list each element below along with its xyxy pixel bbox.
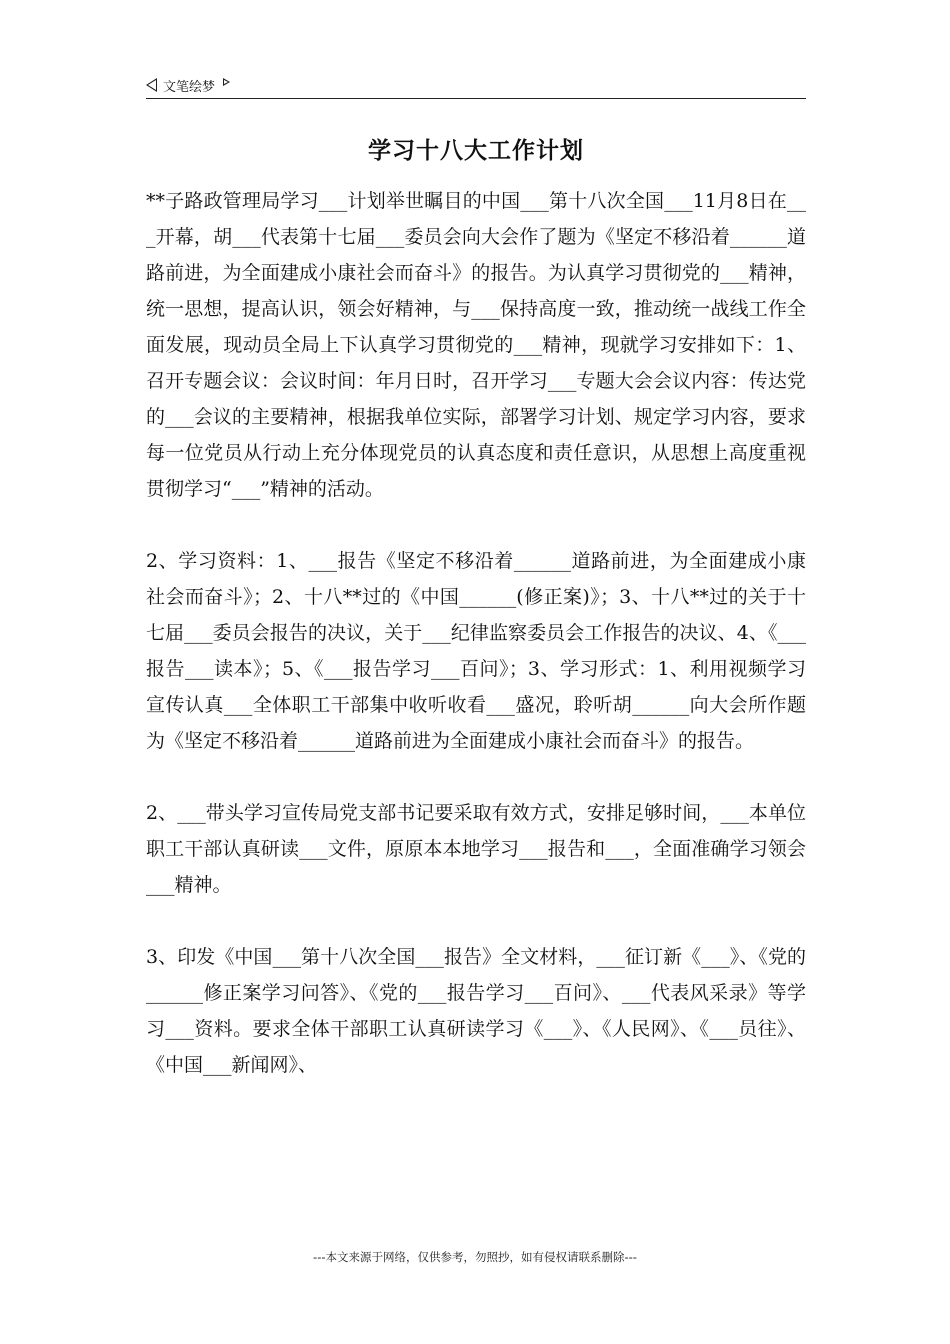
paragraph-1: **子路政管理局学习___计划举世瞩目的中国___第十八次全国___11月8日在___开幕，胡___代表第十七届___委员会向大会作了题为《坚定不移沿着______道路前进，为全面建成小康社会而奋斗》的报告。为认真学习贯彻党的___精神，统一思想，提高认识，领会好精神，与___保持高度一致，推动统一战线工作全面发展，现动员全局上下认真学习贯彻党的___精神，现就学习安排如下：1、召开专题会议：会议时间：年月日时，召开学习___专题大会会议内容：传达党的___会议的主要精神，根据我单位实际，部署学习计划、规定学习内容，要求每一位党员从行动上充分体现党员的认真态度和责任意识，从思想上高度重视贯彻学习“___”精神的活动。 xyxy=(146,190,806,500)
header-brand: 文笔绘梦 xyxy=(163,79,216,95)
document-title: 学习十八大工作计划 xyxy=(368,137,584,164)
page-header xyxy=(146,72,806,99)
footer-notice: ---本文来源于网络，仅供参考，勿照抄，如有侵权请联系删除--- xyxy=(313,1250,637,1264)
document-body xyxy=(146,183,806,1083)
paragraph-3: 2、___带头学习宣传局党支部书记要采取有效方式，安排足够时间，___本单位职工干部认真研读___文件，原原本本地学习___报告和___，全面准确学习领会___精神。 xyxy=(146,802,806,896)
paragraph-4: 3、印发《中国___第十八次全国___报告》全文材料，___征订新《___》、《党的______修正案学习问答》、《党的___报告学习___百问》、___代表风采录》等学习___资料。要求全体干部职工认真研读学习《___》、《人民网》、《___员往》、《中国___新闻网》、 xyxy=(146,946,806,1076)
triangle-left-icon xyxy=(146,78,157,92)
paragraph-2: 2、学习资料：1、___报告《坚定不移沿着______道路前进，为全面建成小康社会而奋斗》；2、十八**过的《中国______(修正案)》；3、十八**过的关于十七届___委员会报告的决议，关于___纪律监察委员会工作报告的决议、4、《___报告___读本》；5、《___报告学习___百问》；3、学习形式：1、利用视频学习宣传认真___全体职工干部集中收听收看___盛况，聆听胡______向大会所作题为《坚定不移沿着______道路前进为全面建成小康社会而奋斗》的报告。 xyxy=(146,550,806,752)
triangle-right-icon xyxy=(223,78,230,86)
